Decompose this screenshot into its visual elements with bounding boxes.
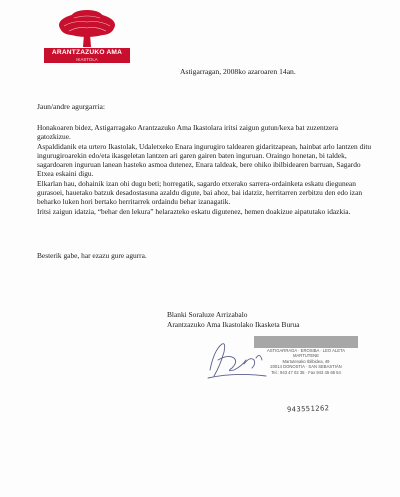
- logo-title: ARANTZAZUKO AMA: [44, 48, 130, 57]
- handwritten-number: 943551262: [286, 404, 330, 414]
- tree-icon: [44, 8, 130, 48]
- salutation: Jaun/andre agurgarria:: [37, 102, 105, 111]
- stamp-line: 20014 DONOSTIA · SAN SEBASTIÁN: [270, 364, 342, 370]
- paragraph: Iritsi zaigun idatzia, “behar den lekura” helarazteko eskatu digutenez, hemen doakizue aipatutako idazkia.: [37, 206, 351, 216]
- stamp-line: Tel.: 943 47 02 35 · Fax 943 45 68 54: [271, 369, 341, 375]
- logo-subtitle: IKASTOLA: [44, 57, 130, 63]
- closing-line: Besterik gabe, har ezazu gure agurra.: [37, 251, 147, 260]
- school-logo: [44, 8, 130, 63]
- signer-role: Arantzazuko Ama Ikastolako Ikasketa Burua: [167, 320, 300, 329]
- letter-date: Astigarragan, 2008ko azaroaren 14an.: [180, 67, 296, 76]
- stamp-line: Martutenako Ibilbidea, 49: [282, 358, 330, 364]
- letter-body: [37, 123, 373, 216]
- signer-block: [167, 310, 300, 330]
- stamp-line: ASTIGARRAGA · EROSIBA · LEO ALETA MARTUTENE: [266, 348, 346, 359]
- paragraph: Elkarlan hau, dohainik izan ohi dugu beti; horregatik, sagardo etxerako sarrera-ordainketa eskatu diegunean gurasoei, hauetako batzuk desadostasuna azaldu digute, bai ahoz, bai idatziz, herritarren zerbitzu den edo izan beharko luken hori bertako herritarrek ordaindu behar izanagatik.: [37, 178, 363, 207]
- paragraph: Aspaldidanik eta urtero Ikastolak, Udaletxeko Enara ingurugiro taldearen gidaritzapean, hainbat arlo lantzen ditu ingurugiroarekin edo/eta ikasgeletan lantzen ari garen gairen baten inguruan. Oraingo honetan, bi taldek, sagardoaren inguruan lanean hasteko asmoa dutenez, Enara taldeak, bere ohiko ibilbidearen barruan, Sagardo Etxea eskaini digu.: [37, 141, 372, 179]
- paragraph: Honakoaren bidez, Astigarragako Arantzazuko Ama Ikastolara iritsi zaigun gutun/kexa bat zuzentzera gatozkizue.: [37, 123, 339, 142]
- signer-name: Blanki Soraluze Arrizabalo: [167, 310, 248, 319]
- stamp-banner: [254, 336, 358, 348]
- school-stamp: [254, 336, 358, 375]
